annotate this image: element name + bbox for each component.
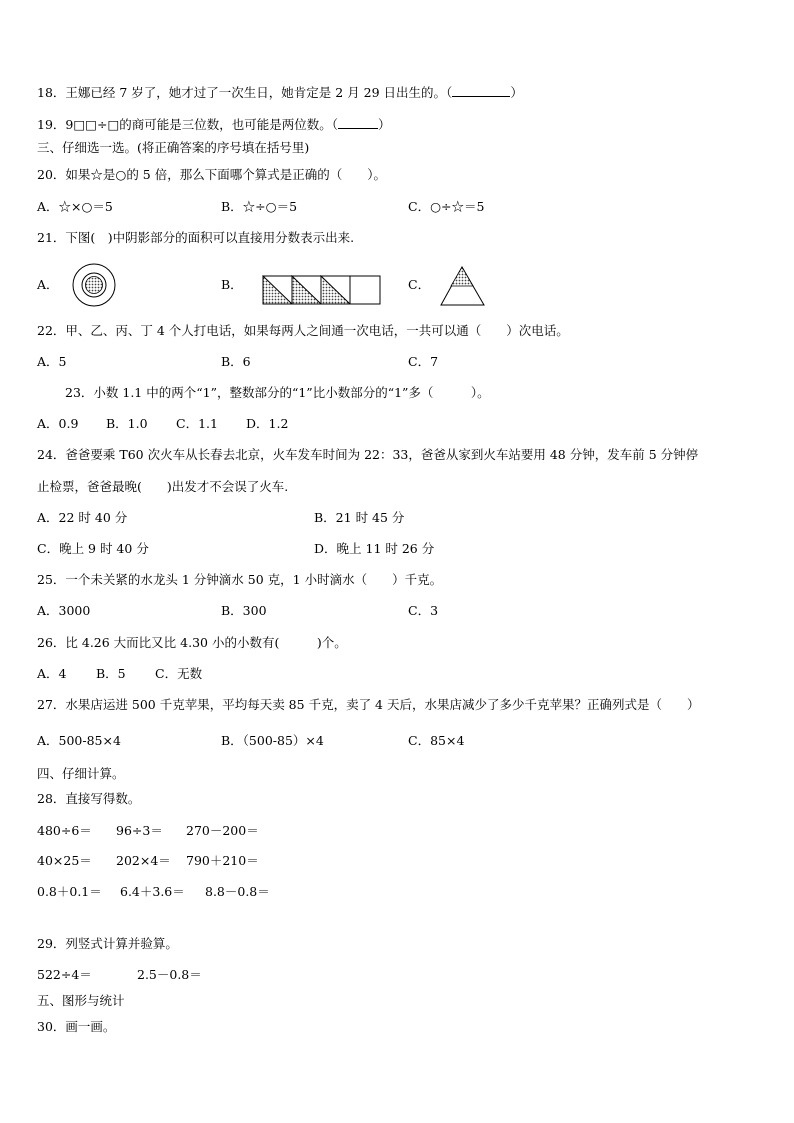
- calc-item: 2.5－0.8＝: [137, 967, 202, 982]
- option-a[interactable]: A．4: [37, 666, 67, 681]
- circle-shaded-figure: [70, 262, 120, 308]
- option-c[interactable]: C．3: [408, 603, 439, 618]
- option-c[interactable]: C．1.1: [176, 416, 218, 431]
- option-d[interactable]: D．1.2: [246, 416, 289, 431]
- question-25: 25．一个未关紧的水龙头 1 分钟滴水 50 克，1 小时滴水（ ）千克。: [37, 572, 443, 587]
- rectangle-triangles-figure: [262, 274, 384, 306]
- option-a[interactable]: A．: [37, 277, 59, 292]
- question-19: 19．9□□÷□的商可能是三位数，也可能是两位数。（ ）: [37, 117, 391, 132]
- calc-item: 96÷3＝: [116, 823, 163, 838]
- calc-item: 522÷4＝: [37, 967, 92, 982]
- section-4-heading: 四、仔细计算。: [37, 766, 125, 781]
- option-d[interactable]: D．晚上 11 时 26 分: [314, 541, 435, 556]
- option-a[interactable]: A．500-85×4: [37, 733, 121, 748]
- question-23: 23．小数 1.1 中的两个“1”，整数部分的“1”比小数部分的“1”多（ ）。: [65, 385, 490, 400]
- option-c[interactable]: C．7: [408, 354, 439, 369]
- section-3-heading: 三、仔细选一选。(将正确答案的序号填在括号里): [37, 140, 310, 155]
- triangle-shaded-figure: [440, 264, 488, 308]
- question-22: 22．甲、乙、丙、丁 4 个人打电话，如果每两人之间通一次电话，一共可以通（ ）次电话。: [37, 323, 569, 338]
- calc-item: 8.8－0.8＝: [205, 884, 270, 899]
- question-20: 20．如果☆是○的 5 倍，那么下面哪个算式是正确的（ ）。: [37, 167, 386, 182]
- calc-item: 202×4＝: [116, 853, 171, 868]
- option-b[interactable]: B．1.0: [106, 416, 148, 431]
- question-28: 28．直接写得数。: [37, 791, 141, 806]
- option-c[interactable]: C．○÷☆＝5: [408, 199, 485, 214]
- option-a[interactable]: A．☆×○＝5: [37, 199, 113, 214]
- section-5-heading: 五、图形与统计: [37, 993, 125, 1008]
- option-c[interactable]: C．晚上 9 时 40 分: [37, 541, 149, 556]
- answer-blank[interactable]: [452, 84, 510, 97]
- calc-item: 480÷6＝: [37, 823, 92, 838]
- answer-blank[interactable]: [338, 116, 378, 129]
- calc-item: 270－200＝: [186, 823, 259, 838]
- question-29: 29．列竖式计算并验算。: [37, 936, 178, 951]
- option-b[interactable]: B．（500-85）×4: [221, 733, 324, 748]
- option-b[interactable]: B．☆÷○＝5: [221, 199, 298, 214]
- option-c[interactable]: C．无数: [155, 666, 203, 681]
- option-a[interactable]: A．3000: [37, 603, 91, 618]
- question-30: 30．画一画。: [37, 1019, 116, 1034]
- question-18: 18．王娜已经 7 岁了，她才过了一次生日，她肯定是 2 月 29 日出生的。（ ）: [37, 85, 523, 100]
- question-21: 21．下图( )中阴影部分的面积可以直接用分数表示出来.: [37, 230, 355, 245]
- option-b[interactable]: B．: [221, 277, 243, 292]
- option-b[interactable]: B．6: [221, 354, 251, 369]
- option-b[interactable]: B．300: [221, 603, 267, 618]
- question-24-continued: 止检票，爸爸最晚( )出发才不会误了火车.: [37, 479, 289, 494]
- option-a[interactable]: A．0.9: [37, 416, 79, 431]
- option-c[interactable]: C．85×4: [408, 733, 465, 748]
- question-27: 27．水果店运进 500 千克苹果，平均每天卖 85 千克，卖了 4 天后，水果店减少了多少千克苹果？正确列式是（ ）: [37, 697, 700, 712]
- option-b[interactable]: B．5: [96, 666, 126, 681]
- calc-item: 790＋210＝: [186, 853, 259, 868]
- calc-item: 40×25＝: [37, 853, 92, 868]
- question-26: 26．比 4.26 大而比又比 4.30 小的小数有( )个。: [37, 635, 347, 650]
- calc-item: 0.8＋0.1＝: [37, 884, 102, 899]
- question-24: 24．爸爸要乘 T60 次火车从长春去北京，火车发车时间为 22：33，爸爸从家到火车站要用 48 分钟，发车前 5 分钟停: [37, 447, 699, 462]
- option-a[interactable]: A．22 时 40 分: [37, 510, 128, 525]
- option-c[interactable]: C．: [408, 277, 431, 292]
- option-a[interactable]: A．5: [37, 354, 67, 369]
- calc-item: 6.4＋3.6＝: [120, 884, 185, 899]
- option-b[interactable]: B．21 时 45 分: [314, 510, 405, 525]
